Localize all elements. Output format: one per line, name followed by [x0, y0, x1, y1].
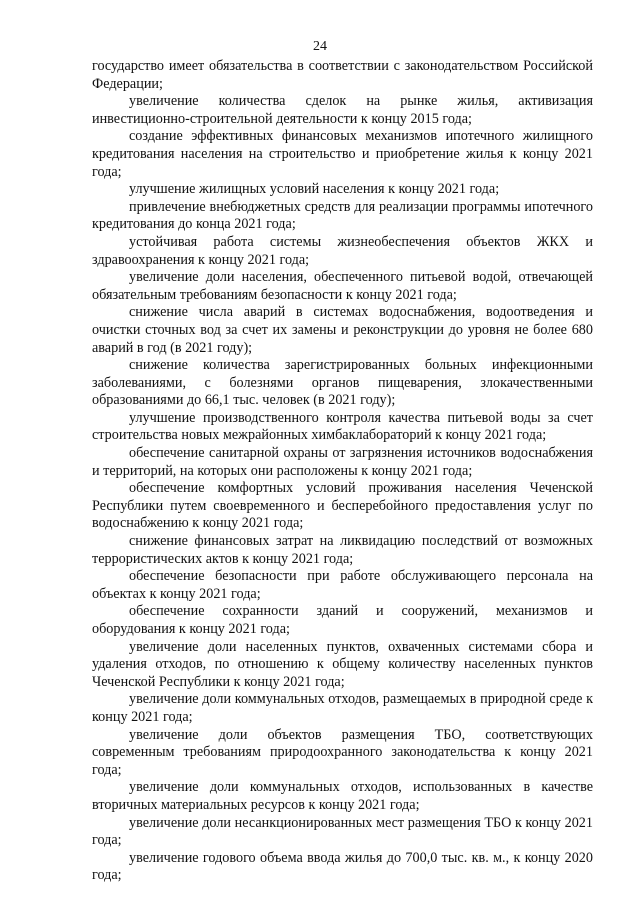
paragraph: улучшение производственного контроля качества питьевой воды за счет строительства новых межрайонных химбаклабораторий к концу 2021 года; — [92, 409, 593, 444]
paragraph: государство имеет обязательства в соответствии с законодательством Российской Федерации; — [92, 58, 593, 92]
paragraph: обеспечение санитарной охраны от загрязнения источников водоснабжения и территорий, на которых они расположены к концу 2021 года; — [92, 445, 593, 479]
paragraph: обеспечение безопасности при работе обслуживающего персонала на объектах к концу 2021 года; — [92, 568, 593, 602]
paragraph: увеличение доли коммунальных отходов, размещаемых в природной среде к концу 2021 года; — [92, 691, 593, 725]
paragraph: увеличение доли населения, обеспеченного питьевой водой, отвечающей обязательным требованиям безопасности к концу 2021 года; — [92, 269, 593, 303]
paragraph: устойчивая работа системы жизнеобеспечения объектов ЖКХ и здравоохранения к концу 2021 года; — [92, 233, 593, 268]
paragraph: увеличение количества сделок на рынке жилья, активизация инвестиционно-строительной деятельности к концу 2015 года; — [92, 93, 593, 127]
document-body — [92, 58, 593, 885]
paragraph: привлечение внебюджетных средств для реализации программы ипотечного кредитования до конца 2021 года; — [92, 198, 593, 233]
paragraph: увеличение доли населенных пунктов, охваченных системами сбора и удаления отходов, по отношению к общему количеству населенных пунктов Чеченской Республики к концу 2021 года; — [92, 638, 593, 690]
page-number: 24 — [313, 39, 327, 54]
paragraph: увеличение доли объектов размещения ТБО, соответствующих современным требованиям природоохранного законодательства к концу 2021 года; — [92, 726, 593, 778]
paragraph: обеспечение сохранности зданий и сооружений, механизмов и оборудования к концу 2021 года; — [92, 603, 593, 637]
paragraph: увеличение доли коммунальных отходов, использованных в качестве вторичных материальных ресурсов к концу 2021 года; — [92, 779, 593, 813]
paragraph: снижение количества зарегистрированных больных инфекционными заболеваниями, с болезнями органов пищеварения, злокачественными образованиями до 66,1 тыс. человек (в 2021 году); — [92, 357, 593, 409]
paragraph: создание эффективных финансовых механизмов ипотечного жилищного кредитования населения на строительство и приобретение жилья к концу 2021 года; — [92, 128, 593, 180]
paragraph: снижение финансовых затрат на ликвидацию последствий от возможных террористических актов к концу 2021 года; — [92, 533, 593, 567]
paragraph: увеличение годового объема ввода жилья до 700,0 тыс. кв. м., к концу 2020 года; — [92, 849, 593, 884]
paragraph: увеличение доли несанкционированных мест размещения ТБО к концу 2021 года; — [92, 814, 593, 849]
paragraph: улучшение жилищных условий населения к концу 2021 года; — [129, 181, 500, 198]
paragraph: обеспечение комфортных условий проживания населения Чеченской Республики путем своевременного и бесперебойного предоставления услуг по водоснабжению к концу 2021 года; — [92, 480, 593, 532]
paragraph: снижение числа аварий в системах водоснабжения, водоотведения и очистки сточных вод за счет их замены и реконструкции до уровня не более 680 аварий в год (в 2021 году); — [92, 304, 593, 356]
